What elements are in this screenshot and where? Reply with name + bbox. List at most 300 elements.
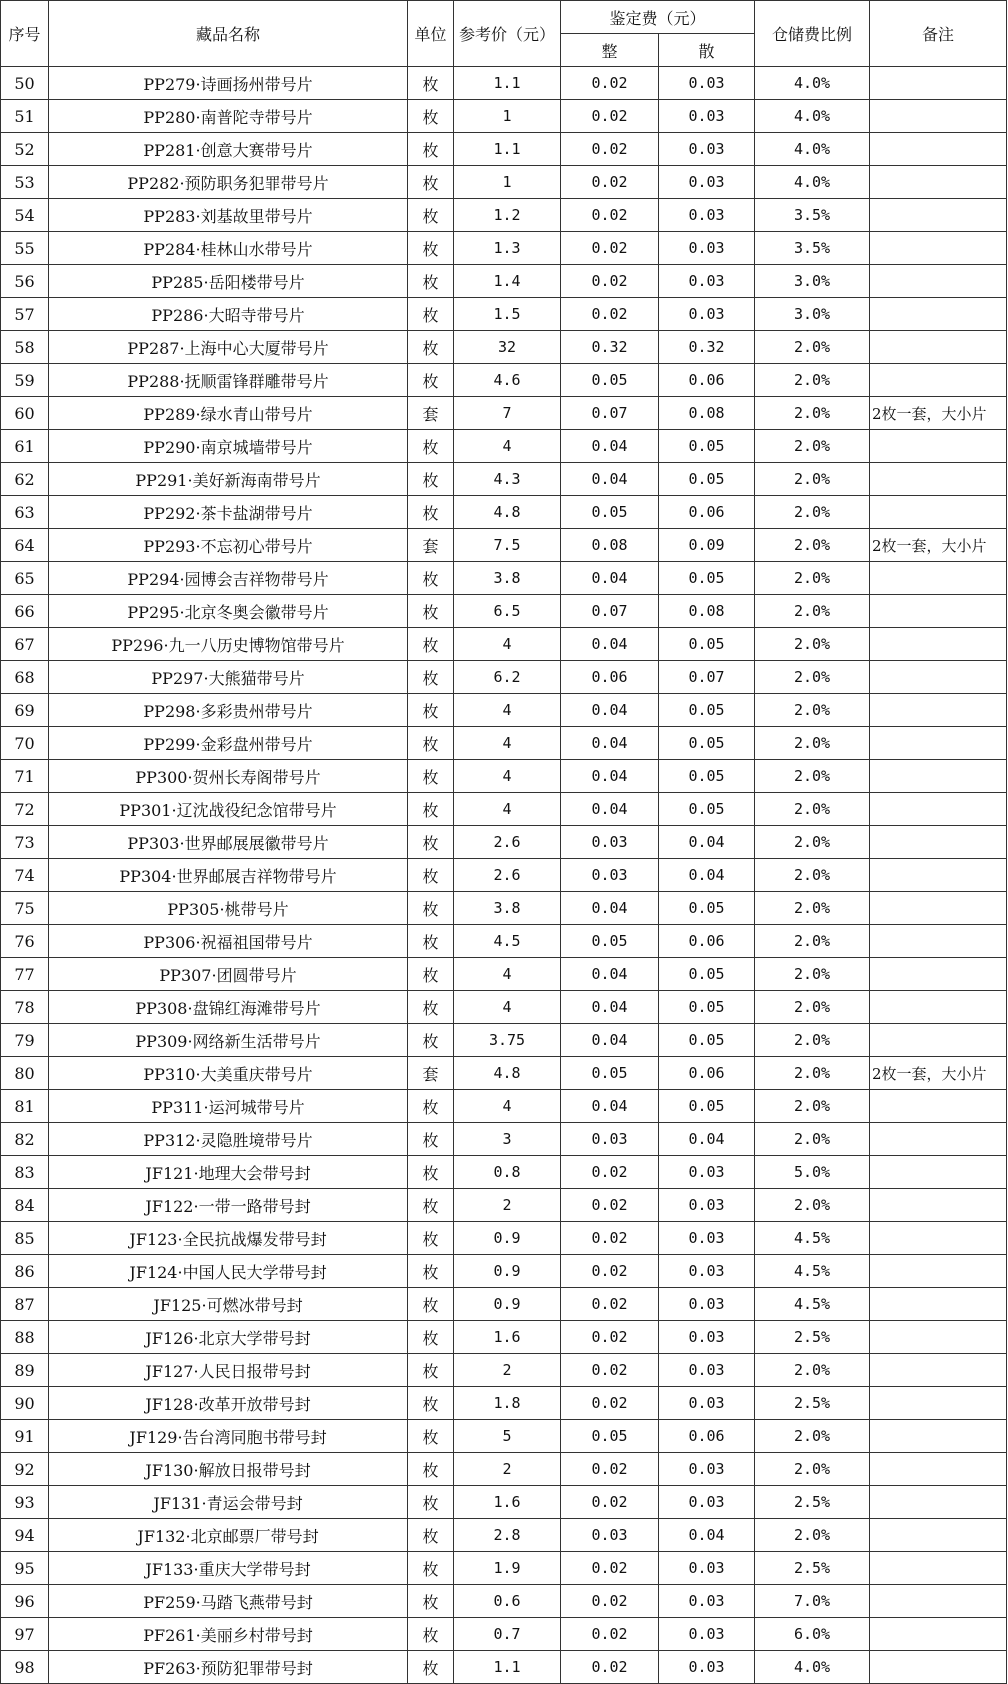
cell-fee-loose: 0.03 <box>659 1189 755 1222</box>
cell-remark <box>870 760 1007 793</box>
cell-fee-whole: 0.04 <box>561 892 659 925</box>
table-row <box>1 1123 1007 1156</box>
table-row <box>1 1255 1007 1288</box>
cell-remark <box>870 1090 1007 1123</box>
cell-storage: 2.0% <box>755 793 870 826</box>
cell-fee-loose: 0.04 <box>659 1123 755 1156</box>
cell-storage: 2.0% <box>755 1057 870 1090</box>
cell-seq: 94 <box>1 1519 49 1552</box>
cell-fee-loose: 0.09 <box>659 529 755 562</box>
cell-unit: 枚 <box>408 595 454 628</box>
cell-fee-loose: 0.03 <box>659 1453 755 1486</box>
table-row <box>1 958 1007 991</box>
cell-price: 32 <box>454 331 561 364</box>
cell-price: 2 <box>454 1189 561 1222</box>
cell-storage: 4.5% <box>755 1222 870 1255</box>
cell-price: 4.8 <box>454 496 561 529</box>
cell-seq: 57 <box>1 298 49 331</box>
cell-fee-whole: 0.06 <box>561 661 659 694</box>
cell-price: 1.1 <box>454 67 561 100</box>
cell-price: 1.3 <box>454 232 561 265</box>
cell-unit: 枚 <box>408 67 454 100</box>
cell-unit: 枚 <box>408 1453 454 1486</box>
cell-seq: 78 <box>1 991 49 1024</box>
cell-price: 3.75 <box>454 1024 561 1057</box>
cell-storage: 2.0% <box>755 496 870 529</box>
cell-unit: 枚 <box>408 199 454 232</box>
cell-seq: 62 <box>1 463 49 496</box>
cell-name: PP286·大昭寺带号片 <box>49 298 408 331</box>
table-row <box>1 529 1007 562</box>
cell-storage: 2.0% <box>755 694 870 727</box>
cell-name: JF129·告台湾同胞书带号封 <box>49 1420 408 1453</box>
cell-storage: 2.0% <box>755 1354 870 1387</box>
cell-name: PP279·诗画扬州带号片 <box>49 67 408 100</box>
cell-remark <box>870 1156 1007 1189</box>
cell-seq: 86 <box>1 1255 49 1288</box>
cell-fee-loose: 0.03 <box>659 1486 755 1519</box>
cell-remark <box>870 1222 1007 1255</box>
cell-fee-whole: 0.03 <box>561 826 659 859</box>
table-row <box>1 430 1007 463</box>
cell-fee-loose: 0.06 <box>659 496 755 529</box>
cell-fee-loose: 0.06 <box>659 925 755 958</box>
cell-remark <box>870 793 1007 826</box>
cell-seq: 75 <box>1 892 49 925</box>
cell-storage: 2.0% <box>755 1519 870 1552</box>
cell-unit: 枚 <box>408 1387 454 1420</box>
cell-storage: 2.5% <box>755 1321 870 1354</box>
cell-fee-loose: 0.03 <box>659 1255 755 1288</box>
cell-fee-whole: 0.04 <box>561 958 659 991</box>
cell-price: 1.8 <box>454 1387 561 1420</box>
cell-storage: 2.0% <box>755 463 870 496</box>
cell-seq: 97 <box>1 1618 49 1651</box>
cell-storage: 2.0% <box>755 1453 870 1486</box>
cell-fee-loose: 0.03 <box>659 1156 755 1189</box>
cell-fee-whole: 0.02 <box>561 265 659 298</box>
cell-fee-loose: 0.08 <box>659 595 755 628</box>
cell-price: 4 <box>454 958 561 991</box>
cell-seq: 64 <box>1 529 49 562</box>
cell-fee-whole: 0.02 <box>561 1189 659 1222</box>
cell-fee-loose: 0.03 <box>659 67 755 100</box>
cell-storage: 2.5% <box>755 1387 870 1420</box>
cell-storage: 2.0% <box>755 661 870 694</box>
cell-price: 4 <box>454 793 561 826</box>
cell-fee-whole: 0.04 <box>561 430 659 463</box>
cell-storage: 3.5% <box>755 199 870 232</box>
table-row <box>1 760 1007 793</box>
cell-name: JF121·地理大会带号封 <box>49 1156 408 1189</box>
cell-price: 0.9 <box>454 1255 561 1288</box>
cell-unit: 枚 <box>408 166 454 199</box>
cell-remark <box>870 199 1007 232</box>
cell-seq: 81 <box>1 1090 49 1123</box>
cell-remark <box>870 166 1007 199</box>
cell-storage: 2.0% <box>755 1420 870 1453</box>
cell-fee-loose: 0.05 <box>659 430 755 463</box>
table-row <box>1 331 1007 364</box>
table-row <box>1 661 1007 694</box>
cell-storage: 3.0% <box>755 298 870 331</box>
cell-price: 4 <box>454 760 561 793</box>
cell-seq: 79 <box>1 1024 49 1057</box>
cell-name: PP297·大熊猫带号片 <box>49 661 408 694</box>
cell-seq: 95 <box>1 1552 49 1585</box>
cell-unit: 枚 <box>408 991 454 1024</box>
cell-price: 4 <box>454 727 561 760</box>
cell-remark <box>870 496 1007 529</box>
cell-unit: 枚 <box>408 496 454 529</box>
table-row <box>1 133 1007 166</box>
cell-price: 4 <box>454 1090 561 1123</box>
cell-name: PP282·预防职务犯罪带号片 <box>49 166 408 199</box>
cell-storage: 3.5% <box>755 232 870 265</box>
cell-storage: 2.0% <box>755 397 870 430</box>
cell-price: 2.8 <box>454 1519 561 1552</box>
cell-seq: 56 <box>1 265 49 298</box>
cell-storage: 4.0% <box>755 1651 870 1684</box>
cell-seq: 93 <box>1 1486 49 1519</box>
cell-seq: 89 <box>1 1354 49 1387</box>
cell-price: 6.5 <box>454 595 561 628</box>
cell-unit: 枚 <box>408 100 454 133</box>
cell-storage: 4.0% <box>755 166 870 199</box>
cell-remark <box>870 694 1007 727</box>
cell-fee-loose: 0.04 <box>659 826 755 859</box>
cell-storage: 7.0% <box>755 1585 870 1618</box>
cell-remark <box>870 562 1007 595</box>
cell-storage: 2.0% <box>755 562 870 595</box>
table-header <box>1 1 1007 67</box>
cell-unit: 套 <box>408 397 454 430</box>
table-row <box>1 1321 1007 1354</box>
table-row <box>1 298 1007 331</box>
cell-fee-loose: 0.04 <box>659 1519 755 1552</box>
cell-fee-whole: 0.02 <box>561 100 659 133</box>
cell-fee-whole: 0.02 <box>561 1354 659 1387</box>
cell-unit: 枚 <box>408 562 454 595</box>
cell-fee-loose: 0.05 <box>659 562 755 595</box>
cell-name: PP308·盘锦红海滩带号片 <box>49 991 408 1024</box>
cell-name: PP300·贺州长寿阁带号片 <box>49 760 408 793</box>
cell-price: 1.4 <box>454 265 561 298</box>
cell-name: PP280·南普陀寺带号片 <box>49 100 408 133</box>
cell-name: PP293·不忘初心带号片 <box>49 529 408 562</box>
cell-remark: 2枚一套，大小片 <box>870 1057 1007 1090</box>
cell-storage: 4.0% <box>755 133 870 166</box>
cell-unit: 枚 <box>408 1255 454 1288</box>
cell-fee-whole: 0.04 <box>561 694 659 727</box>
cell-name: PP312·灵隐胜境带号片 <box>49 1123 408 1156</box>
cell-storage: 2.0% <box>755 430 870 463</box>
cell-seq: 66 <box>1 595 49 628</box>
cell-price: 3 <box>454 1123 561 1156</box>
table-row <box>1 496 1007 529</box>
cell-price: 7.5 <box>454 529 561 562</box>
cell-storage: 2.0% <box>755 760 870 793</box>
table-row <box>1 1585 1007 1618</box>
cell-fee-loose: 0.03 <box>659 1222 755 1255</box>
cell-price: 0.7 <box>454 1618 561 1651</box>
cell-seq: 90 <box>1 1387 49 1420</box>
cell-storage: 2.5% <box>755 1552 870 1585</box>
cell-name: PP296·九一八历史博物馆带号片 <box>49 628 408 661</box>
cell-name: JF130·解放日报带号封 <box>49 1453 408 1486</box>
cell-remark <box>870 661 1007 694</box>
header-storage: 仓储费比例 <box>755 1 870 67</box>
cell-fee-loose: 0.03 <box>659 232 755 265</box>
cell-unit: 枚 <box>408 331 454 364</box>
cell-seq: 71 <box>1 760 49 793</box>
cell-unit: 枚 <box>408 133 454 166</box>
cell-unit: 枚 <box>408 760 454 793</box>
cell-price: 2.6 <box>454 826 561 859</box>
cell-storage: 2.0% <box>755 529 870 562</box>
cell-fee-whole: 0.04 <box>561 727 659 760</box>
cell-storage: 2.5% <box>755 1486 870 1519</box>
cell-remark <box>870 892 1007 925</box>
cell-fee-loose: 0.08 <box>659 397 755 430</box>
table-row <box>1 1453 1007 1486</box>
cell-seq: 52 <box>1 133 49 166</box>
cell-name: PP289·绿水青山带号片 <box>49 397 408 430</box>
cell-unit: 枚 <box>408 1519 454 1552</box>
cell-name: PP291·美好新海南带号片 <box>49 463 408 496</box>
cell-fee-loose: 0.07 <box>659 661 755 694</box>
cell-price: 3.8 <box>454 892 561 925</box>
cell-fee-whole: 0.02 <box>561 1585 659 1618</box>
cell-fee-whole: 0.02 <box>561 232 659 265</box>
cell-remark <box>870 331 1007 364</box>
cell-unit: 枚 <box>408 232 454 265</box>
cell-fee-whole: 0.02 <box>561 166 659 199</box>
cell-fee-loose: 0.05 <box>659 463 755 496</box>
cell-price: 1.2 <box>454 199 561 232</box>
cell-fee-whole: 0.32 <box>561 331 659 364</box>
table-row <box>1 199 1007 232</box>
cell-unit: 套 <box>408 1057 454 1090</box>
cell-fee-loose: 0.03 <box>659 100 755 133</box>
cell-price: 3.8 <box>454 562 561 595</box>
cell-remark: 2枚一套，大小片 <box>870 397 1007 430</box>
cell-name: PP285·岳阳楼带号片 <box>49 265 408 298</box>
cell-seq: 58 <box>1 331 49 364</box>
cell-remark <box>870 727 1007 760</box>
cell-fee-whole: 0.02 <box>561 298 659 331</box>
cell-name: JF126·北京大学带号封 <box>49 1321 408 1354</box>
cell-price: 1.6 <box>454 1486 561 1519</box>
cell-unit: 枚 <box>408 1585 454 1618</box>
cell-storage: 2.0% <box>755 1024 870 1057</box>
cell-storage: 4.0% <box>755 100 870 133</box>
cell-price: 1.1 <box>454 1651 561 1684</box>
cell-remark <box>870 1486 1007 1519</box>
cell-fee-loose: 0.03 <box>659 1552 755 1585</box>
cell-storage: 2.0% <box>755 1123 870 1156</box>
cell-price: 2 <box>454 1354 561 1387</box>
table-row <box>1 67 1007 100</box>
cell-unit: 枚 <box>408 1354 454 1387</box>
cell-remark <box>870 133 1007 166</box>
cell-storage: 2.0% <box>755 1189 870 1222</box>
table-row <box>1 991 1007 1024</box>
cell-unit: 枚 <box>408 430 454 463</box>
cell-unit: 枚 <box>408 298 454 331</box>
cell-remark <box>870 1024 1007 1057</box>
cell-storage: 2.0% <box>755 628 870 661</box>
cell-price: 4 <box>454 628 561 661</box>
cell-remark <box>870 958 1007 991</box>
cell-unit: 枚 <box>408 1651 454 1684</box>
header-appraisal: 鉴定费（元） <box>561 1 755 34</box>
cell-fee-loose: 0.04 <box>659 859 755 892</box>
cell-unit: 枚 <box>408 1420 454 1453</box>
cell-fee-loose: 0.32 <box>659 331 755 364</box>
header-seq: 序号 <box>1 1 49 67</box>
cell-fee-whole: 0.02 <box>561 1651 659 1684</box>
cell-seq: 96 <box>1 1585 49 1618</box>
cell-fee-whole: 0.05 <box>561 1420 659 1453</box>
cell-name: JF133·重庆大学带号封 <box>49 1552 408 1585</box>
cell-seq: 70 <box>1 727 49 760</box>
cell-fee-whole: 0.05 <box>561 925 659 958</box>
cell-fee-loose: 0.05 <box>659 727 755 760</box>
cell-seq: 55 <box>1 232 49 265</box>
cell-storage: 2.0% <box>755 331 870 364</box>
cell-fee-whole: 0.02 <box>561 1321 659 1354</box>
cell-fee-loose: 0.03 <box>659 1387 755 1420</box>
cell-unit: 枚 <box>408 925 454 958</box>
cell-fee-whole: 0.02 <box>561 1288 659 1321</box>
cell-price: 4 <box>454 694 561 727</box>
cell-storage: 2.0% <box>755 958 870 991</box>
cell-storage: 4.5% <box>755 1255 870 1288</box>
cell-name: JF123·全民抗战爆发带号封 <box>49 1222 408 1255</box>
cell-name: PP306·祝福祖国带号片 <box>49 925 408 958</box>
cell-price: 6.2 <box>454 661 561 694</box>
cell-name: PP298·多彩贵州带号片 <box>49 694 408 727</box>
cell-remark <box>870 1255 1007 1288</box>
cell-seq: 88 <box>1 1321 49 1354</box>
cell-remark <box>870 1618 1007 1651</box>
cell-fee-loose: 0.06 <box>659 1420 755 1453</box>
cell-fee-whole: 0.04 <box>561 562 659 595</box>
cell-name: PP301·辽沈战役纪念馆带号片 <box>49 793 408 826</box>
cell-name: PP294·园博会吉祥物带号片 <box>49 562 408 595</box>
cell-price: 1.6 <box>454 1321 561 1354</box>
cell-unit: 枚 <box>408 1321 454 1354</box>
cell-fee-loose: 0.03 <box>659 1585 755 1618</box>
cell-storage: 4.0% <box>755 67 870 100</box>
table-row <box>1 1024 1007 1057</box>
cell-fee-loose: 0.03 <box>659 1354 755 1387</box>
cell-name: PF259·马踏飞燕带号封 <box>49 1585 408 1618</box>
cell-seq: 50 <box>1 67 49 100</box>
table-row <box>1 1420 1007 1453</box>
table-row <box>1 1486 1007 1519</box>
cell-remark <box>870 67 1007 100</box>
cell-unit: 枚 <box>408 463 454 496</box>
cell-fee-whole: 0.05 <box>561 1057 659 1090</box>
cell-fee-whole: 0.02 <box>561 67 659 100</box>
table-row <box>1 166 1007 199</box>
cell-name: PP283·刘基故里带号片 <box>49 199 408 232</box>
table-row <box>1 1354 1007 1387</box>
cell-fee-whole: 0.07 <box>561 397 659 430</box>
cell-name: PF261·美丽乡村带号封 <box>49 1618 408 1651</box>
cell-name: PP304·世界邮展吉祥物带号片 <box>49 859 408 892</box>
cell-seq: 63 <box>1 496 49 529</box>
cell-remark <box>870 1189 1007 1222</box>
cell-fee-whole: 0.08 <box>561 529 659 562</box>
cell-remark <box>870 1651 1007 1684</box>
cell-fee-whole: 0.02 <box>561 1486 659 1519</box>
cell-seq: 59 <box>1 364 49 397</box>
cell-unit: 枚 <box>408 1222 454 1255</box>
cell-remark <box>870 232 1007 265</box>
cell-name: PP288·抚顺雷锋群雕带号片 <box>49 364 408 397</box>
cell-fee-whole: 0.02 <box>561 133 659 166</box>
cell-seq: 83 <box>1 1156 49 1189</box>
cell-name: PP305·桃带号片 <box>49 892 408 925</box>
cell-seq: 67 <box>1 628 49 661</box>
cell-remark: 2枚一套，大小片 <box>870 529 1007 562</box>
cell-remark <box>870 1519 1007 1552</box>
cell-name: PP287·上海中心大厦带号片 <box>49 331 408 364</box>
cell-remark <box>870 859 1007 892</box>
cell-unit: 枚 <box>408 859 454 892</box>
cell-name: PP281·创意大赛带号片 <box>49 133 408 166</box>
cell-remark <box>870 628 1007 661</box>
cell-fee-loose: 0.03 <box>659 199 755 232</box>
cell-price: 4 <box>454 430 561 463</box>
cell-price: 1.5 <box>454 298 561 331</box>
cell-price: 0.9 <box>454 1288 561 1321</box>
cell-remark <box>870 1354 1007 1387</box>
table-row <box>1 463 1007 496</box>
cell-storage: 2.0% <box>755 1090 870 1123</box>
cell-price: 2.6 <box>454 859 561 892</box>
cell-fee-loose: 0.05 <box>659 760 755 793</box>
cell-storage: 2.0% <box>755 892 870 925</box>
header-whole: 整 <box>561 34 659 67</box>
cell-name: JF125·可燃冰带号封 <box>49 1288 408 1321</box>
cell-unit: 枚 <box>408 892 454 925</box>
cell-fee-whole: 0.05 <box>561 364 659 397</box>
cell-unit: 枚 <box>408 826 454 859</box>
table-row <box>1 100 1007 133</box>
cell-name: PP309·网络新生活带号片 <box>49 1024 408 1057</box>
table-row <box>1 1090 1007 1123</box>
header-name: 藏品名称 <box>49 1 408 67</box>
cell-fee-whole: 0.04 <box>561 760 659 793</box>
cell-name: JF122·一带一路带号封 <box>49 1189 408 1222</box>
cell-price: 7 <box>454 397 561 430</box>
cell-unit: 枚 <box>408 1618 454 1651</box>
cell-fee-loose: 0.05 <box>659 892 755 925</box>
cell-storage: 5.0% <box>755 1156 870 1189</box>
cell-remark <box>870 298 1007 331</box>
cell-name: PP295·北京冬奥会徽带号片 <box>49 595 408 628</box>
cell-remark <box>870 1387 1007 1420</box>
cell-fee-whole: 0.04 <box>561 628 659 661</box>
cell-name: PP284·桂林山水带号片 <box>49 232 408 265</box>
cell-remark <box>870 265 1007 298</box>
cell-seq: 51 <box>1 100 49 133</box>
table-row <box>1 826 1007 859</box>
